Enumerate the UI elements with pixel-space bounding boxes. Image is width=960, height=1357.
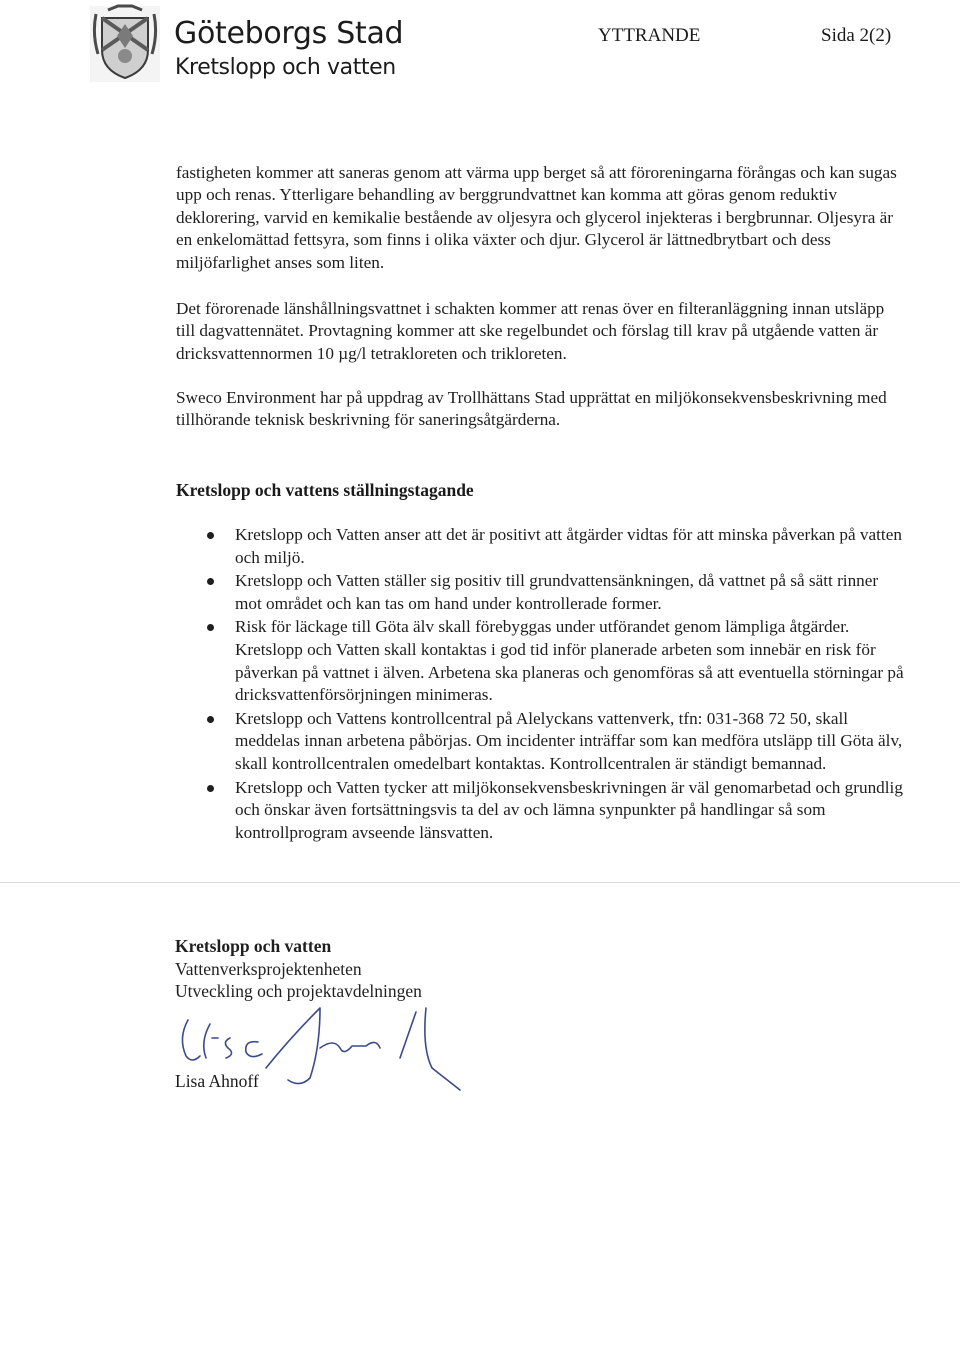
- position-bullet-list: [176, 524, 906, 845]
- list-item: [176, 524, 906, 569]
- organization-name: Göteborgs Stad: [174, 16, 404, 51]
- bullet-icon: [207, 785, 214, 792]
- bullet-icon: [207, 624, 214, 631]
- paragraph-drainage-water: Det förorenade länshållningsvattnet i schakten kommer att renas över en filteranläggning innan utsläpp till dagvattennätet. Provtagning kommer att ske regelbundet och förslag till krav på utgående vatten är dricksvattennormen 10 µg/l tetrakloreten och trikloreten.: [176, 299, 885, 363]
- list-item: [176, 777, 906, 845]
- paragraph-environmental-assessment: Sweco Environment har på uppdrag av Trollhättans Stad upprättat en miljökonsekvensbeskrivning med tillhörande teknisk beskrivning för saneringsåtgärderna.: [176, 388, 887, 430]
- list-item: [176, 708, 906, 776]
- list-item-text: Kretslopp och Vattens kontrollcentral på Alelyckans vattenverk, tfn: 031-368 72 50, skall meddelas innan arbetena påbörjas. Om incidenter inträffar som kan medföra utsläpp till Göta älv, skall kontrollcentralen omedelbart kontaktas. Kontrollcentralen är ständigt bemannad.: [235, 708, 903, 773]
- list-item: [176, 570, 906, 615]
- signer-name: Lisa Ahnoff: [175, 1071, 259, 1091]
- list-item-text: Risk för läckage till Göta älv skall förebyggas under utförandet genom lämpliga åtgärder. Kretslopp och Vatten skall kontaktas i god tid inför planerade arbeten som innebär en risk för påverkan på vattnet i älven. Arbetena ska planeras och genomföras så att eventuella störningar på dricksvattenförsörjningen minimeras.: [235, 617, 904, 705]
- signature-organization: Kretslopp och vatten: [175, 936, 332, 956]
- signature-department: Utveckling och projektavdelningen: [175, 981, 422, 1001]
- list-item-text: Kretslopp och Vatten anser att det är positivt att åtgärder vidtas för att minska påverkan på vatten och miljö.: [235, 525, 902, 567]
- section-heading: Kretslopp och vattens ställningstagande: [176, 480, 474, 500]
- list-item-text: Kretslopp och Vatten ställer sig positiv till grundvattensänkningen, då vattnet på så sätt rinner mot området och kan tas om hand under kontrollerade former.: [235, 571, 879, 613]
- paragraph-remediation-method: fastigheten kommer att saneras genom att värma upp berget så att föroreningarna förångas och kan sugas upp och renas. Ytterligare behandling av berggrundvattnet kan komma att göras genom reduktiv deklorering, varvid en kemikalie bestående av oljesyra och glycerol injekteras i bergbrunnar. Oljesyra är en enkelomättad fettsyra, som finns i olika växter och djur. Glycerol är lättnedbrytbart och dess miljöfarlighet anses som liten.: [176, 163, 897, 272]
- bullet-icon: [207, 578, 214, 585]
- gothenburg-coat-of-arms-icon: [88, 4, 162, 84]
- divider: [0, 882, 960, 883]
- page-number: Sida 2(2): [821, 25, 892, 46]
- bullet-icon: [207, 532, 214, 539]
- bullet-icon: [207, 716, 214, 723]
- list-item-text: Kretslopp och Vatten tycker att miljökonsekvensbeskrivningen är väl genomarbetad och grundlig och önskar även fortsättningsvis ta del av och lämna synpunkter på handlingar så som kontrollprogram avseende länsvatten.: [235, 777, 903, 842]
- list-item: [176, 616, 906, 706]
- signature-unit: Vattenverksprojektenheten: [175, 958, 362, 979]
- signature-block: [175, 935, 422, 1003]
- organization-unit: Kretslopp och vatten: [175, 55, 396, 80]
- document-type: YTTRANDE: [598, 25, 701, 46]
